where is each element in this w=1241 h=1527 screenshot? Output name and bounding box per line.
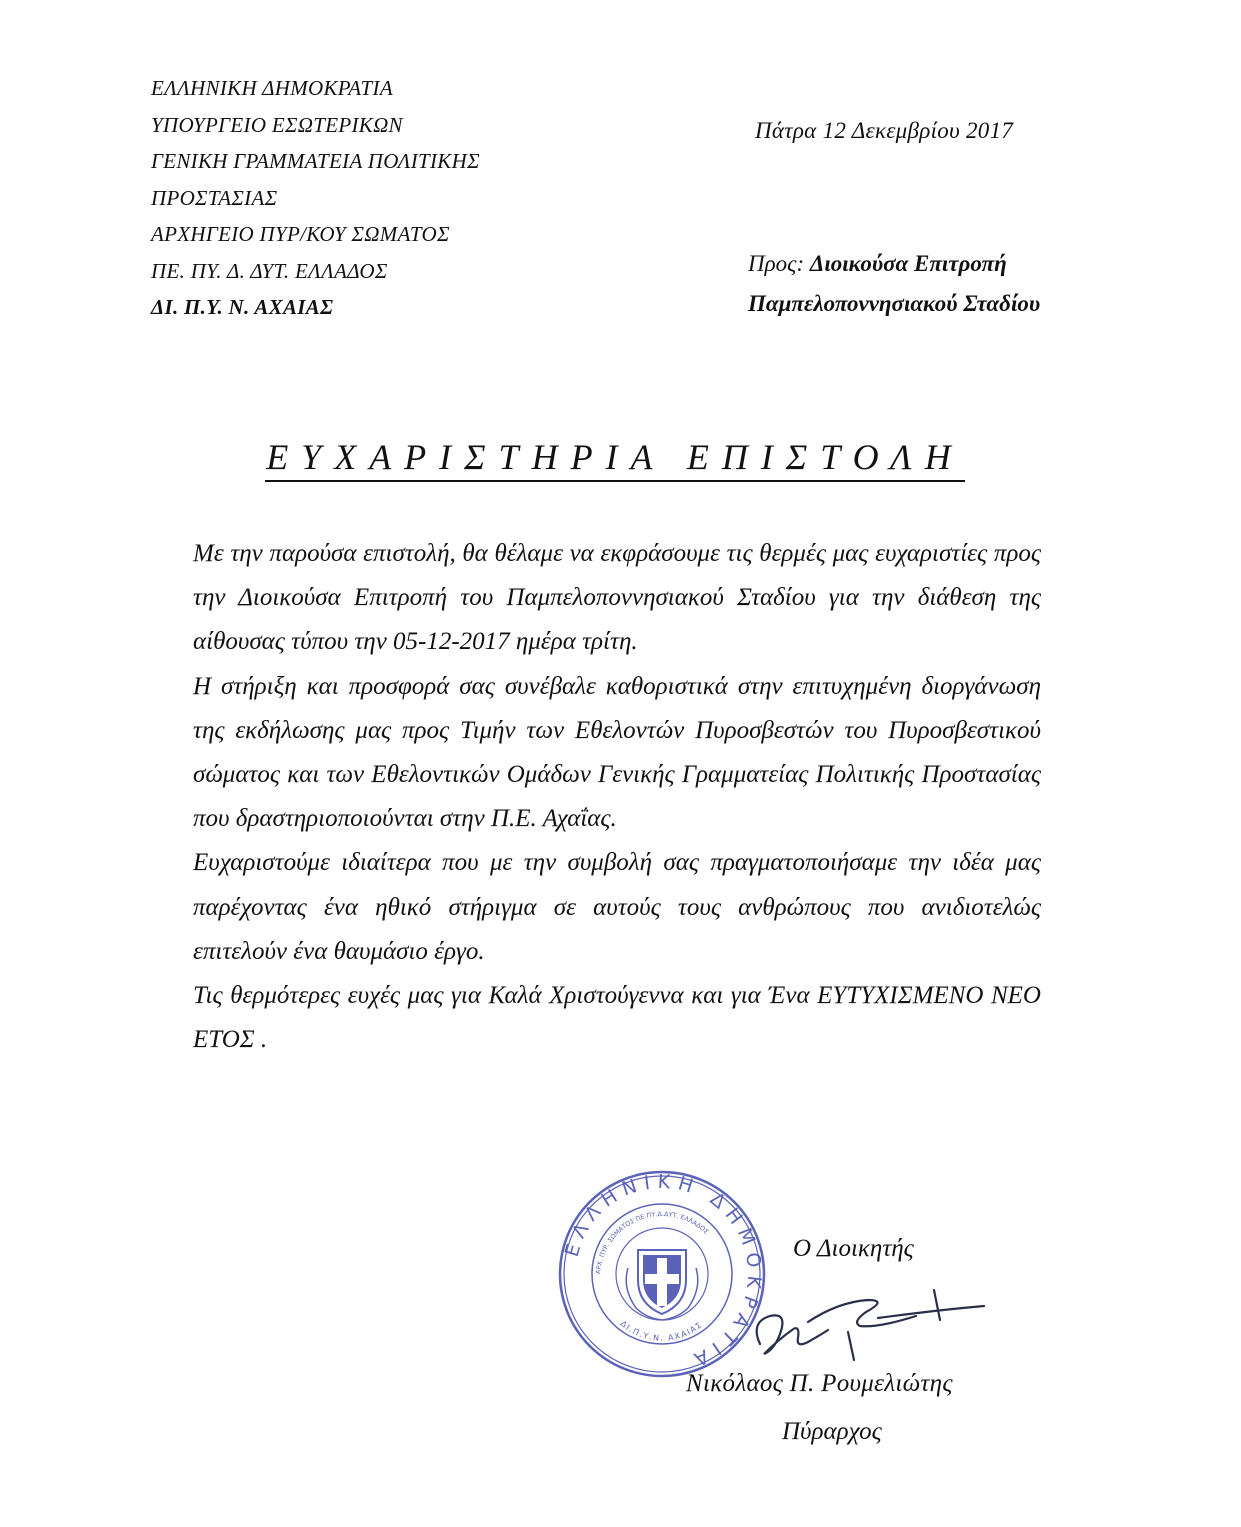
stamp-outer-text: ΕΛΛΗΝΙΚΗ ΔΗΜΟΚΡΑΤΙΑ [560,1170,766,1373]
paragraph-3: Ευχαριστούμε ιδιαίτερα που με την συμβολή σας πραγματοποιήσαμε την ιδέα μας παρέχοντας ένα ηθικό στήριγμα σε αυτούς τους ανθρώπους που ανιδιοτελώς επιτελούν ένα θαυμάσιο έργο. [193,849,1041,965]
sender-line-4: ΠΡΟΣΤΑΣΙΑΣ [151,185,278,210]
recipient-block [748,244,1040,324]
recipient-line-2: Παμπελοποννησιακού Σταδίου [748,291,1041,316]
signatory-name: Νικόλαος Π. Ρουμελιώτης [686,1370,953,1397]
sender-line-6: ΠΕ. ΠΥ. Δ. ΔΥΤ. ΕΛΛΑΔΟΣ [151,258,388,283]
paragraph-1: Με την παρούσα επιστολή, θα θέλαμε να εκφράσουμε τις θερμές μας ευχαριστίες προς την Διοικούσα Επιτροπή του Παμπελοποννησιακού Σταδίου για την διάθεση της αίθουσας τύπου την 05-12-2017 ημέρα τρίτη. [193,540,1041,656]
sender-block [151,70,480,326]
stamp-inner-top-text: ΑΡΧ. ΠΥΡ. ΣΩΜΑΤΟΣ ΠΕ.ΠΥ.Δ.ΔΥΤ. ΕΛΛΑΔΟΣ [594,1209,711,1275]
paragraph-2: Η στήριξη και προσφορά σας συνέβαλε καθοριστικά στην επιτυχημένη διοργάνωση της εκδήλωσης μας προς Τιμήν των Εθελοντών Πυροσβεστών του Πυροσβεστικού σώματος και των Εθελοντικών Ομάδων Γενικής Γραμματείας Πολιτικής Προστασίας που δραστηριοποιούνται στην Π.Ε. Αχαΐας. [193,672,1041,833]
paragraph-4: Τις θερμότερες ευχές μας για Καλά Χριστούγεννα και για Ένα ΕΥΤΥΧΙΣΜΕΝΟ ΝΕΟ ΕΤΟΣ . [193,982,1041,1054]
signatory-title: Ο Διοικητής [793,1235,914,1262]
stamp-inner-bottom-text: ΔΙ.Π.Υ.Ν. ΑΧΑΙΑΣ [618,1319,705,1343]
sender-line-7: ΔΙ. Π.Υ. Ν. ΑΧΑΙΑΣ [151,295,334,319]
sender-line-2: ΥΠΟΥΡΓΕΙΟ ΕΣΩΤΕΡΙΚΩΝ [151,112,403,137]
signatory-rank: Πύραρχος [782,1418,882,1445]
coat-of-arms-icon [626,1250,698,1320]
letter-date: Πάτρα 12 Δεκεμβρίου 2017 [755,118,1014,143]
sender-line-5: ΑΡΧΗΓΕΙΟ ΠΥΡ/ΚΟΥ ΣΩΜΑΤΟΣ [151,222,450,246]
recipient-prefix: Προς: [748,251,805,276]
letter-title: ΕΥΧΑΡΙΣΤΗΡΙΑ ΕΠΙΣΤΟΛΗ [265,436,965,482]
svg-text:ΔΙ.Π.Υ.Ν. ΑΧΑΙΑΣ [619,1319,705,1343]
official-stamp [556,1168,768,1380]
handwritten-signature [748,1282,998,1372]
letter-body [193,532,1041,1062]
sender-line-1: ΕΛΛΗΝΙΚΗ ΔΗΜΟΚΡΑΤΙΑ [151,76,393,100]
sender-line-3: ΓΕΝΙΚΗ ΓΡΑΜΜΑΤΕΙΑ ΠΟΛΙΤΙΚΗΣ [151,149,480,173]
recipient-line-1: Διοικούσα Επιτροπή [809,251,1007,276]
